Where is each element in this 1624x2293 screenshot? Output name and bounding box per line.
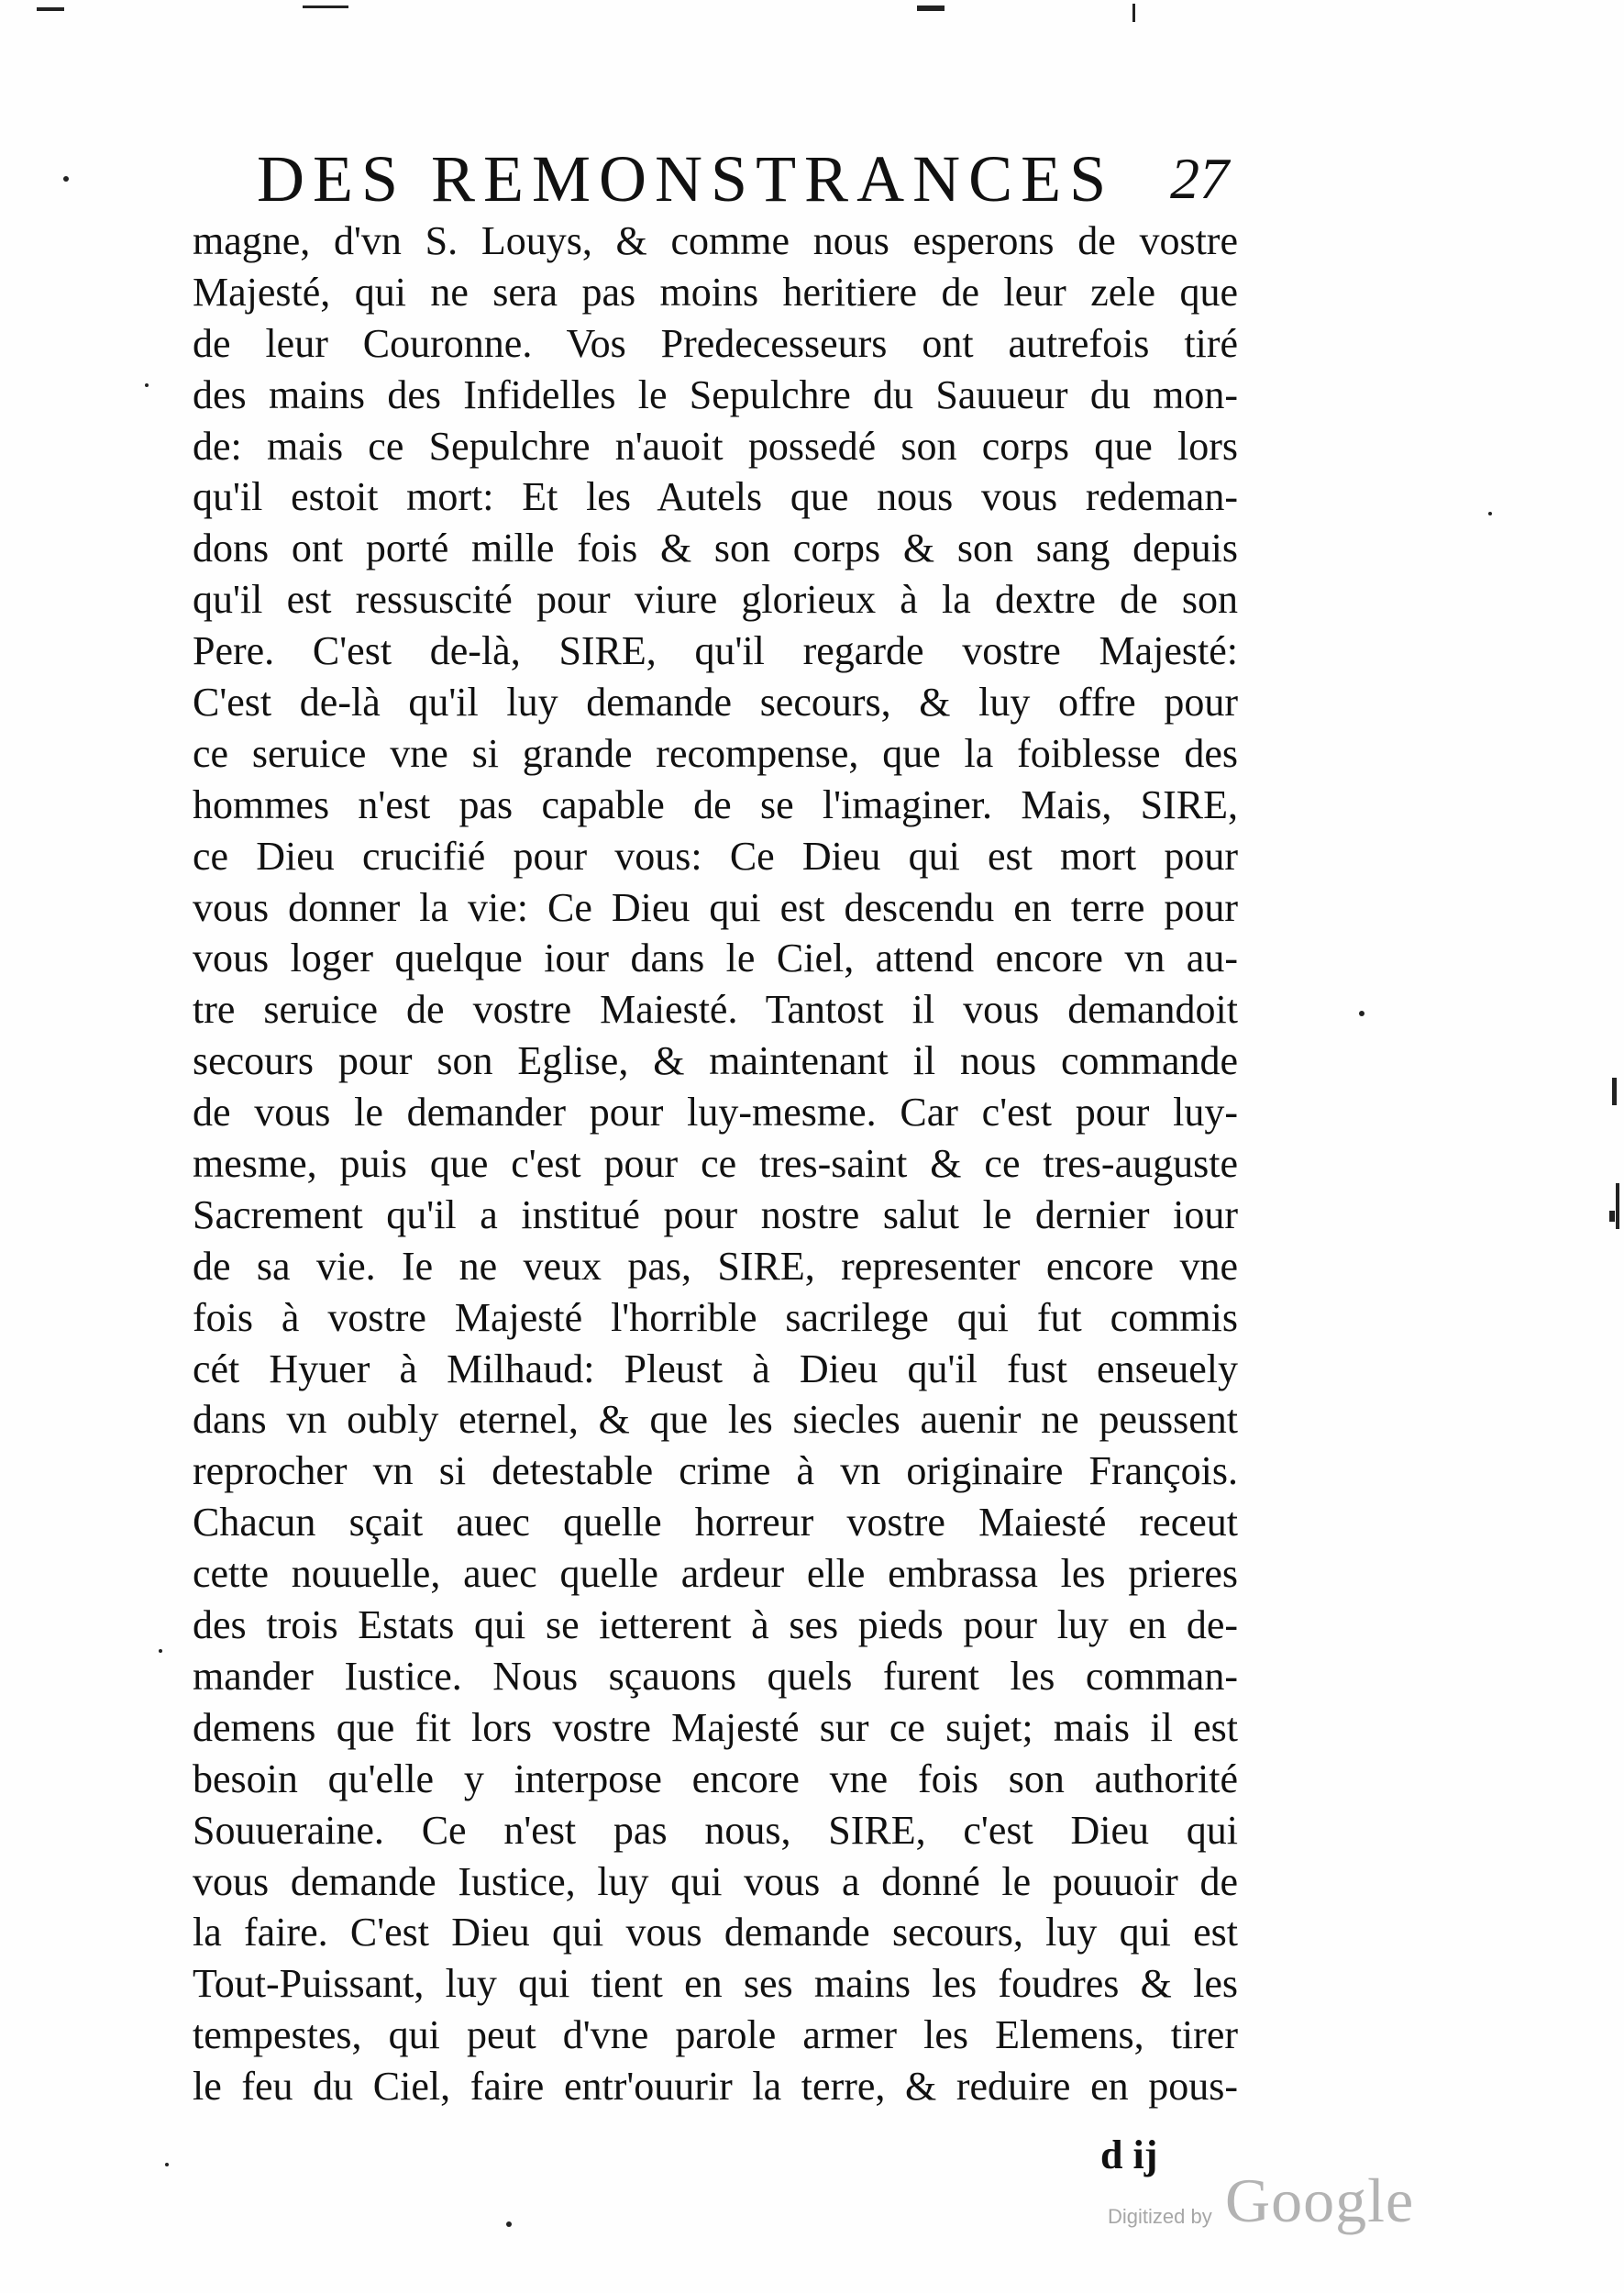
- text-line: de vous le demander pour luy-mesme. Car c'est pour luy-: [193, 1090, 1238, 1135]
- scan-speck: [1609, 1211, 1615, 1222]
- text-line: Chacun sçait auec quelle horreur vostre Maiesté receut: [193, 1500, 1238, 1545]
- text-line: qu'il est ressuscité pour viure glorieux à la dextre de son: [193, 577, 1238, 623]
- text-line: dans vn oubly eternel, & que les siecles auenir ne peussent: [193, 1397, 1238, 1443]
- scan-speck: [303, 6, 348, 8]
- text-line: de: mais ce Sepulchre n'auoit possedé son corps que lors: [193, 423, 1238, 469]
- text-line: mesme, puis que c'est pour ce tres-saint & ce tres-auguste: [193, 1141, 1238, 1187]
- digitized-label: Digitized by: [1108, 2205, 1212, 2228]
- text-line: le feu du Ciel, faire entr'ouurir la terre, & reduire en pous-: [193, 2064, 1238, 2110]
- scan-speck: [1616, 1183, 1619, 1229]
- text-line: des trois Estats qui se ietterent à ses pieds pour luy en de-: [193, 1602, 1238, 1648]
- scan-speck: [1612, 1078, 1617, 1105]
- text-line: Tout-Puissant, luy qui tient en ses mains les foudres & les: [193, 1961, 1238, 2007]
- text-line: dons ont porté mille fois & son corps & son sang depuis: [193, 526, 1238, 571]
- text-line: vous donner la vie: Ce Dieu qui est descendu en terre pour: [193, 884, 1238, 930]
- signature-mark: d ij: [1100, 2132, 1158, 2177]
- scan-speck: [165, 2163, 169, 2166]
- scan-speck: [1359, 1011, 1364, 1016]
- text-line: mander Iustice. Nous sçauons quels furent les comman-: [193, 1653, 1238, 1699]
- text-line: tre seruice de vostre Maiesté. Tantost il vous demandoit: [193, 987, 1238, 1033]
- text-line: tempestes, qui peut d'vne parole armer les Elemens, tirer: [193, 2012, 1238, 2058]
- text-line: Pere. C'est de-là, SIRE, qu'il regarde vostre Majesté:: [193, 628, 1238, 674]
- running-head: DES REMONSTRANCES: [257, 142, 1115, 216]
- text-line: Majesté, qui ne sera pas moins heritiere de leur zele que: [193, 269, 1238, 315]
- text-line: magne, d'vn S. Louys, & comme nous esperons de vostre: [193, 218, 1238, 263]
- text-line: hommes n'est pas capable de se l'imaginer. Mais, SIRE,: [193, 781, 1238, 827]
- text-line: Sacrement qu'il a institué pour nostre salut le dernier iour: [193, 1191, 1238, 1237]
- scan-speck: [1488, 512, 1492, 515]
- scan-speck: [63, 176, 69, 182]
- scan-speck: [506, 2221, 512, 2227]
- google-logo: Google: [1225, 2166, 1415, 2235]
- text-line: besoin qu'elle y interpose encore vne fois son authorité: [193, 1756, 1238, 1801]
- text-line: vous loger quelque iour dans le Ciel, attend encore vn au-: [193, 936, 1238, 981]
- text-line: cette nouuelle, auec quelle ardeur elle embrassa les prieres: [193, 1551, 1238, 1597]
- scan-speck: [37, 7, 64, 11]
- text-line: secours pour son Eglise, & maintenant il nous commande: [193, 1038, 1238, 1084]
- scan-speck: [145, 383, 149, 387]
- text-line: C'est de-là qu'il luy demande secours, & luy offre pour: [193, 680, 1238, 726]
- text-line: des mains des Infidelles le Sepulchre du Sauueur du mon-: [193, 371, 1238, 417]
- text-line: vous demande Iustice, luy qui vous a donné le pouuoir de: [193, 1858, 1238, 1904]
- text-line: Souueraine. Ce n'est pas nous, SIRE, c'est Dieu qui: [193, 1807, 1238, 1853]
- scan-speck: [1132, 4, 1135, 22]
- text-line: demens que fit lors vostre Majesté sur ce sujet; mais il est: [193, 1704, 1238, 1750]
- text-line: de sa vie. Ie ne veux pas, SIRE, representer encore vne: [193, 1243, 1238, 1289]
- body-text: [193, 216, 1238, 2112]
- text-line: fois à vostre Majesté l'horrible sacrilege qui fut commis: [193, 1294, 1238, 1340]
- digitized-watermark: [1108, 2165, 1438, 2247]
- text-line: de leur Couronne. Vos Predecesseurs ont autrefois tiré: [193, 320, 1238, 366]
- text-line: ce Dieu crucifié pour vous: Ce Dieu qui est mort pour: [193, 833, 1238, 879]
- text-line: reprocher vn si detestable crime à vn originaire François.: [193, 1448, 1238, 1494]
- page-number: 27: [1170, 146, 1229, 211]
- scan-speck: [917, 6, 945, 11]
- text-line: cét Hyuer à Milhaud: Pleust à Dieu qu'il fust enseuely: [193, 1346, 1238, 1391]
- page-header: [257, 138, 1229, 220]
- text-line: qu'il estoit mort: Et les Autels que nous vous redeman-: [193, 474, 1238, 520]
- scan-speck: [159, 1649, 162, 1653]
- text-line: ce seruice vne si grande recompense, que la foiblesse des: [193, 730, 1238, 776]
- text-line: la faire. C'est Dieu qui vous demande secours, luy qui est: [193, 1910, 1238, 1955]
